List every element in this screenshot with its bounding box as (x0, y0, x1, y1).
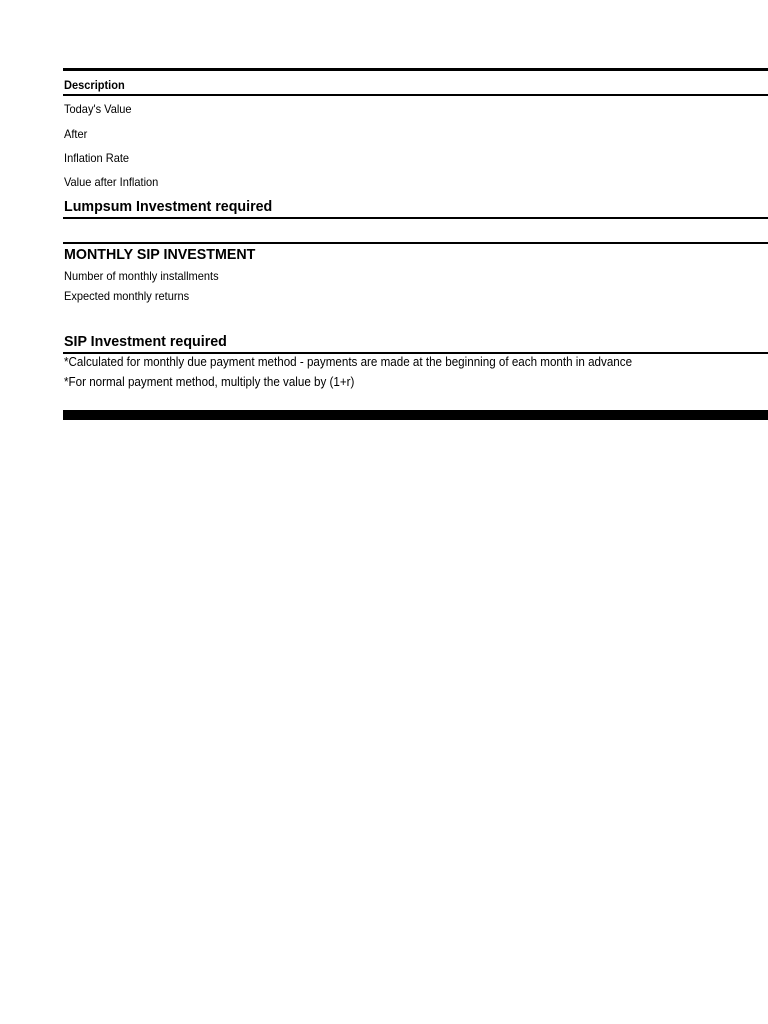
sip-investment-label: SIP Investment required (64, 333, 227, 350)
lumpsum-bottom-border (63, 217, 768, 219)
note-normal-payment: *For normal payment method, multiply the value by (1+r) (64, 375, 355, 389)
row-value-after-inflation: Value after Inflation (64, 175, 159, 189)
table-top-border (63, 68, 768, 71)
spreadsheet-table (63, 0, 768, 1024)
sip-bottom-border (63, 352, 768, 354)
row-inflation-rate: Inflation Rate (64, 151, 130, 165)
description-header: Description (64, 78, 125, 92)
lumpsum-investment-label: Lumpsum Investment required (64, 198, 273, 215)
row-after: After (64, 127, 88, 141)
sip-section-title: MONTHLY SIP INVESTMENT (64, 246, 256, 263)
row-monthly-installments: Number of monthly installments (64, 269, 219, 283)
sip-top-border (63, 242, 768, 244)
row-expected-monthly-returns: Expected monthly returns (64, 289, 190, 303)
header-divider (63, 94, 768, 96)
table-bottom-border (63, 410, 768, 420)
row-todays-value: Today's Value (64, 102, 132, 116)
note-due-payment: *Calculated for monthly due payment method - payments are made at the beginning of each month in advance (64, 355, 633, 369)
